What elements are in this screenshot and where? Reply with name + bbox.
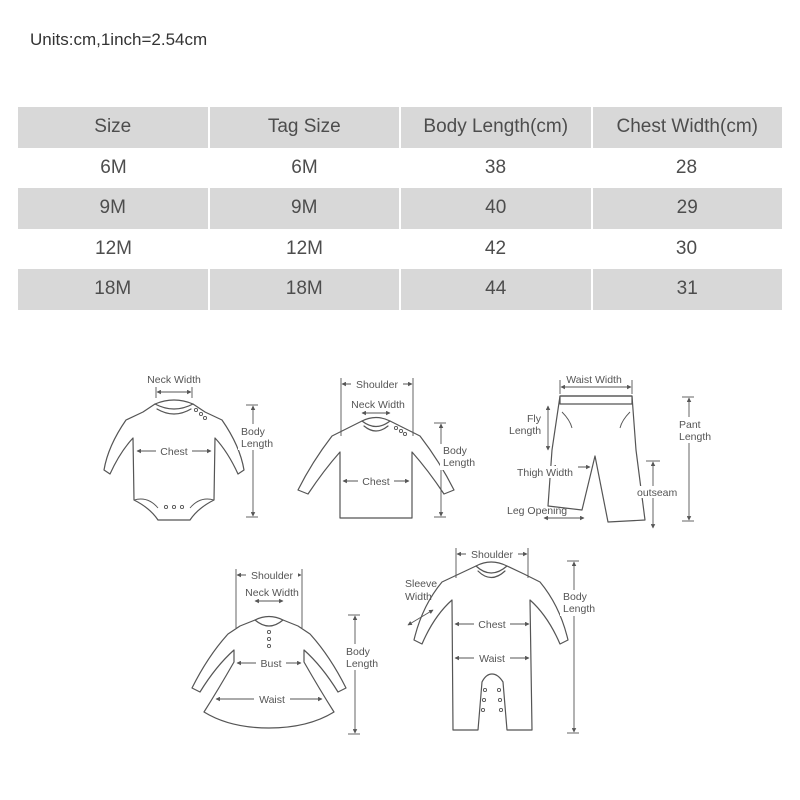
cell-size: 9M <box>18 188 208 229</box>
tshirt-outline <box>298 418 454 519</box>
snap-icon <box>482 698 485 701</box>
dress-diagram <box>192 568 384 734</box>
cell-body-length: 38 <box>484 156 507 178</box>
tshirt-collar <box>362 421 390 431</box>
cell-size: 12M <box>95 237 132 259</box>
snap-icon <box>164 505 167 508</box>
cell-chest-width: 30 <box>675 237 698 259</box>
snap-icon <box>199 412 202 415</box>
neck-width-label: Neck Width <box>147 374 201 386</box>
tshirt-diagram <box>298 377 480 518</box>
bodysuit-collar <box>155 404 193 414</box>
button-icon <box>267 637 270 640</box>
chest-label: Chest <box>160 446 188 458</box>
body-length-label: Body <box>443 445 467 457</box>
body-length-label: Length <box>443 457 476 469</box>
cell-size: 18M <box>18 269 208 310</box>
romper-diagram <box>405 547 600 733</box>
body-length-label: Body <box>563 591 587 603</box>
snap-icon <box>499 708 502 711</box>
pant-length-label: Pant <box>679 419 701 431</box>
header-size: Size <box>18 107 208 148</box>
thigh-width-label: Thigh Width <box>517 467 574 479</box>
cell-body-length: 44 <box>399 269 591 310</box>
snap-icon <box>498 698 501 701</box>
button-icon <box>267 644 270 647</box>
fly-length-label: Fly <box>527 413 541 425</box>
button-icon <box>403 432 406 435</box>
pants-diagram <box>507 373 717 528</box>
cell-chest-width: 29 <box>591 188 783 229</box>
pant-length-label: Length <box>679 431 712 443</box>
neck-width-label: Neck Width <box>351 399 405 411</box>
snap-icon <box>483 688 486 691</box>
leg-opening-label: Leg Opening <box>507 505 568 517</box>
body-length-label: Length <box>563 603 596 615</box>
neck-width-label: Neck Width <box>245 587 299 599</box>
units-note: Units:cm,1inch=2.54cm <box>30 30 208 49</box>
cell-chest-width: 31 <box>591 269 783 310</box>
cell-tag-size: 12M <box>286 237 323 259</box>
snap-icon <box>172 505 175 508</box>
button-icon <box>399 429 402 432</box>
shoulder-label: Shoulder <box>470 549 514 561</box>
snap-icon <box>194 408 197 411</box>
body-length-label: Length <box>241 438 274 450</box>
body-length-label: Length <box>346 658 379 670</box>
cell-chest-width: 28 <box>675 156 698 178</box>
body-length-label: Body <box>346 646 370 658</box>
outseam-label: outseam <box>637 487 678 499</box>
snap-icon <box>180 505 183 508</box>
body-length-label: Body <box>241 426 265 438</box>
chest-label: Chest <box>478 619 506 631</box>
sleeve-width-label: Width <box>405 591 432 603</box>
pants-pocket <box>562 412 630 428</box>
sleeve-width-label: Sleeve <box>405 578 438 590</box>
snap-icon <box>497 688 500 691</box>
chest-label: Chest <box>362 476 390 488</box>
waist-width-label: Waist Width <box>566 374 622 386</box>
button-icon <box>267 630 270 633</box>
shoulder-label: Shoulder <box>250 570 294 582</box>
cell-tag-size: 9M <box>208 188 400 229</box>
cell-body-length: 40 <box>399 188 591 229</box>
pants-outline <box>548 396 645 522</box>
pants-waistband <box>560 396 632 404</box>
snap-icon <box>481 708 484 711</box>
button-icon <box>394 426 397 429</box>
bust-label: Bust <box>260 658 282 670</box>
snap-icon <box>203 416 206 419</box>
cell-tag-size: 6M <box>291 156 318 178</box>
dress-collar <box>255 620 283 626</box>
sleeve-width-arrow <box>408 610 433 625</box>
cell-tag-size: 18M <box>208 269 400 310</box>
bodysuit-outline <box>104 400 244 520</box>
header-chest-width: Chest Width(cm) <box>591 107 783 148</box>
romper-collar <box>476 566 507 578</box>
fly-length-label: Length <box>509 425 542 437</box>
shoulder-label: Shoulder <box>355 379 399 391</box>
cell-size: 6M <box>100 156 127 178</box>
header-body-length: Body Length(cm) <box>399 107 591 148</box>
waist-label: Waist <box>479 653 505 665</box>
header-tag-size: Tag Size <box>208 107 400 148</box>
bodysuit-diagram <box>104 374 278 520</box>
cell-body-length: 42 <box>484 237 507 259</box>
waist-label: Waist <box>259 694 285 706</box>
